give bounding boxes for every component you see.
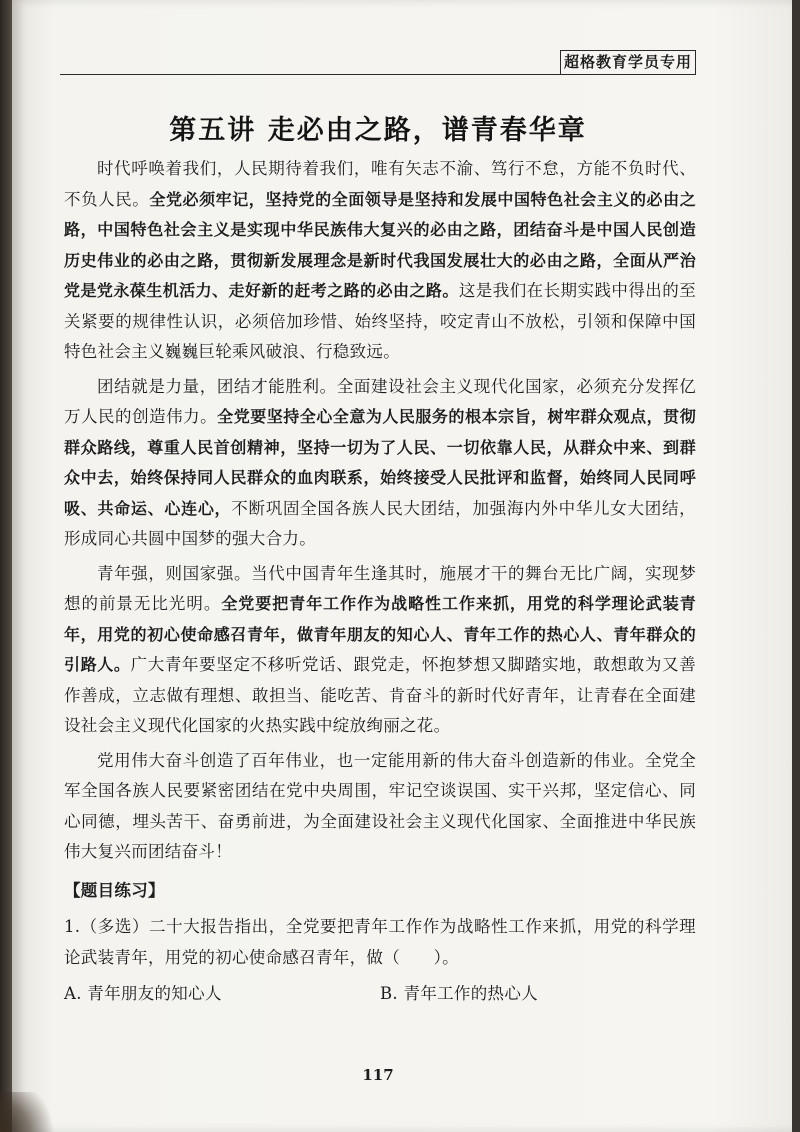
exercise-label: 【题目练习】: [64, 880, 165, 900]
paragraph-2-bold: 全党要坚持全心全意为人民服务的根本宗旨，树牢群众观点，贯彻群众路线，尊重人民首创精神，坚持一切为了人民、一切依靠人民，从群众中来、到群众中去，始终保持同人民群众的血肉联系，始终接受人民批评和监督，始终同人民同呼吸、共命运、心连心，: [64, 407, 696, 518]
paragraph-3-text-b: 广大青年要坚定不移听党话、跟党走，怀抱梦想又脚踏实地，敢想敢为又善作善成，立志做有理想、敢担当、能吃苦、肯奋斗的新时代好青年，让青春在全面建设社会主义现代化国家的火热实践中绽放绚丽之花。: [64, 655, 696, 735]
paragraph-3-text-a: 青年强，则国家强。当代中国青年生逢其时，施展才干的舞台无比广阔，实现梦想的前景无比光明。: [64, 563, 696, 613]
exercise-options: [64, 979, 696, 1010]
paragraph-2: [64, 372, 696, 555]
page-corner-shadow: [0, 1092, 60, 1132]
paragraph-1: [64, 154, 696, 368]
option-b: B. 青年工作的热心人: [380, 984, 538, 1003]
paragraph-3: [64, 559, 696, 742]
page-number: 117: [362, 1066, 394, 1084]
paragraph-2-text-a: 团结就是力量，团结才能胜利。全面建设社会主义现代化国家，必须充分发挥亿万人民的创造伟力。: [64, 376, 696, 426]
header-badge: 超格教育学员专用: [560, 50, 696, 74]
option-a: A. 青年朋友的知心人: [64, 984, 222, 1003]
document-body: [64, 154, 696, 1010]
exercise-question: 1.（多选）二十大报告指出，全党要把青年工作作为战略性工作来抓，用党的科学理论武装青年，用党的初心使命感召青年，做（ ）。: [64, 917, 696, 967]
paragraph-1-text-b: 这是我们在长期实践中得出的至关紧要的规律性认识，必须倍加珍惜、始终坚持，咬定青山不放松，引领和保障中国特色社会主义巍巍巨轮乘风破浪、行稳致远。: [64, 281, 697, 361]
lecture-title: 第五讲 走必由之路，谱青春华章: [169, 115, 587, 146]
paragraph-1-bold: 全党必须牢记，坚持党的全面领导是坚持和发展中国特色社会主义的必由之路，中国特色社会主义是实现中华民族伟大复兴的必由之路，团结奋斗是中国人民创造历史伟业的必由之路，贯彻新发展理念是新时代我国发展壮大的必由之路，全面从严治党是党永葆生机活力、走好新的赶考之路的必由之路。: [64, 189, 697, 300]
header-rule: [60, 74, 696, 75]
paragraph-1-text-a: 时代呼唤着我们，人民期待着我们，唯有矢志不渝、笃行不怠，方能不负时代、不负人民。: [64, 159, 696, 209]
paragraph-4: 党用伟大奋斗创造了百年伟业，也一定能用新的伟大奋斗创造新的伟业。全党全军全国各族人民要紧密团结在党中央周围，牢记空谈误国、实干兴邦，坚定信心、同心同德，埋头苦干、奋勇前进，为全面建设社会主义现代化国家、全面推进中华民族伟大复兴而团结奋斗！: [64, 750, 696, 861]
paragraph-2-text-b: 不断巩固全国各族人民大团结，加强海内外中华儿女大团结，形成同心共圆中国梦的强大合力。: [64, 498, 696, 548]
paragraph-3-bold: 全党要把青年工作作为战略性工作来抓，用党的科学理论武装青年，用党的初心使命感召青年，做青年朋友的知心人、青年工作的热心人、青年群众的引路人。: [64, 594, 697, 674]
